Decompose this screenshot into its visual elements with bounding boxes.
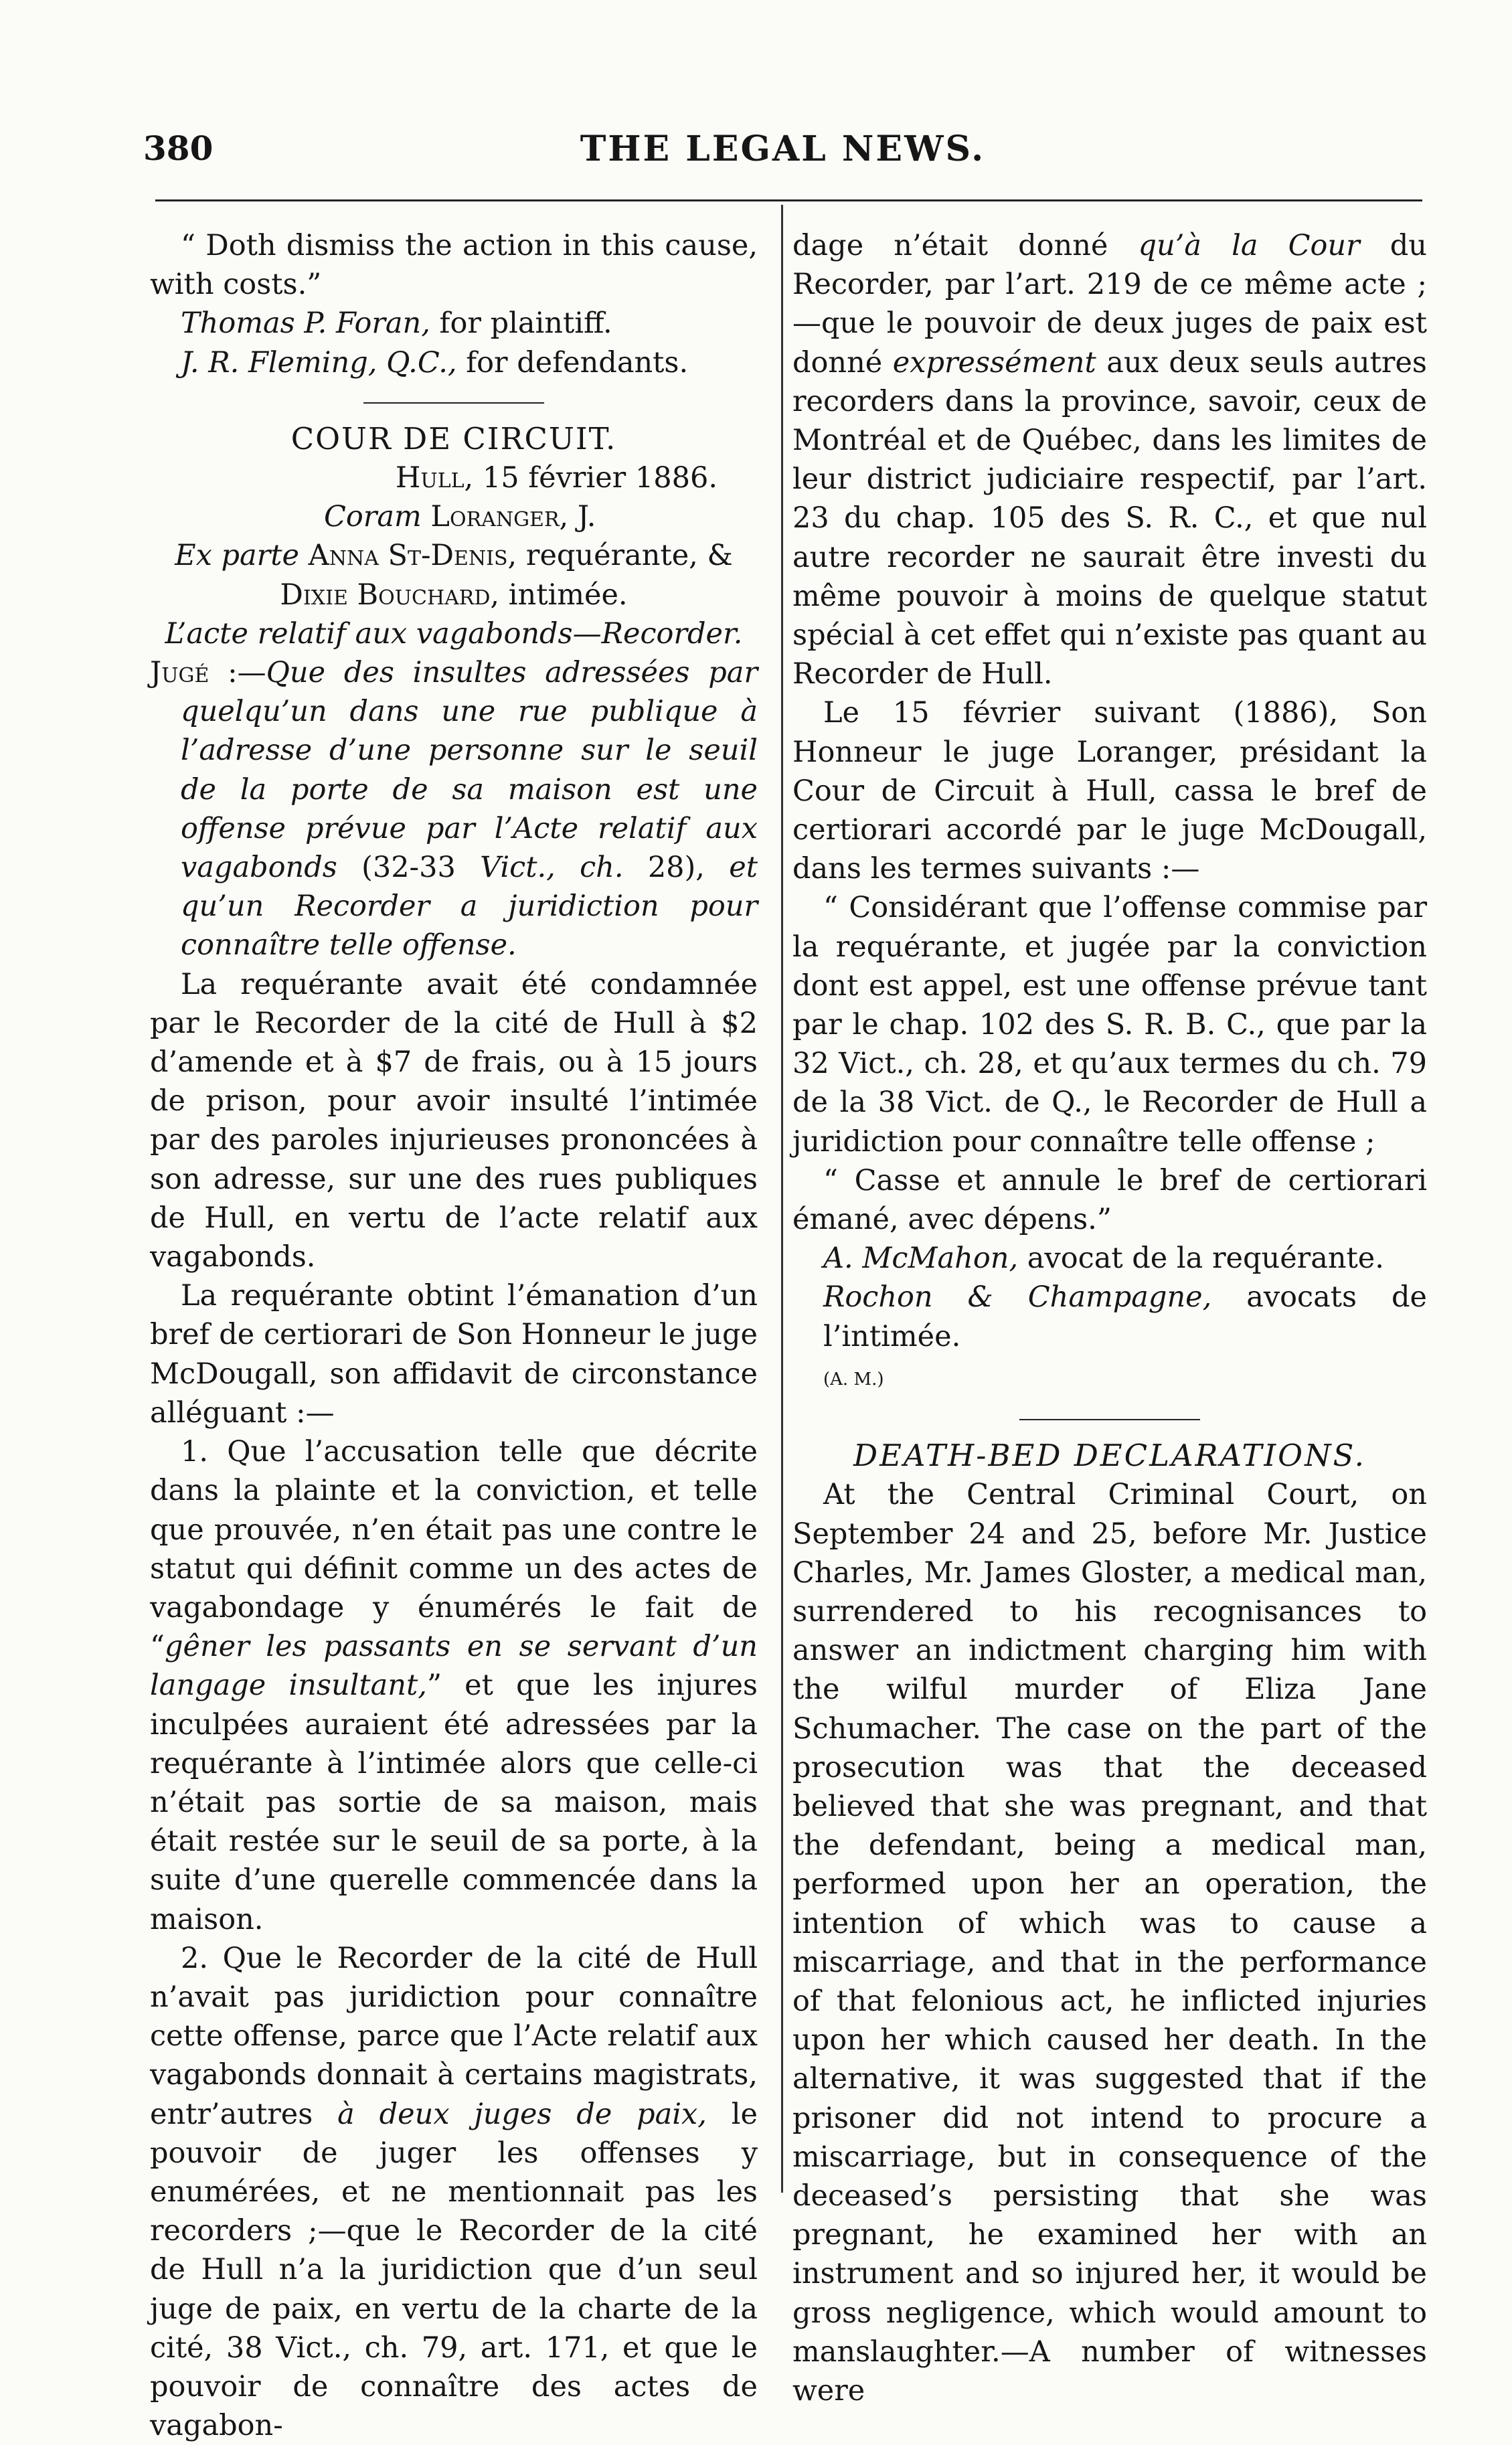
paragraph: [150, 1939, 758, 2445]
reporter-text: (A. M.): [823, 1369, 884, 1389]
holding-citation: 28),: [623, 851, 730, 885]
counsel-role: avocat de la requérante.: [1018, 1242, 1384, 1276]
headnote: [150, 653, 758, 965]
paragraph: [150, 1432, 758, 1939]
counsel-line: [150, 343, 758, 382]
counsel-name: J. R. Fleming, Q.C.,: [181, 345, 457, 380]
parties-line: [150, 536, 758, 614]
paragraph: “ Casse et annule le bref de certiorari émané, avec dépens.”: [792, 1163, 1427, 1237]
paragraph: At the Central Criminal Court, on September 24 and 25, before Mr. Justice Charles, Mr. James Gloster, a medical man, surrendered to his recognisances to answer an indictment charging him with the wilful murder of Eliza Jane Schumacher. The case on the part of the prosecution was that the deceased believed that she was pregnant, and that the defendant, being a medical man, performed upon her an operation, the intention of which was to cause a miscarriage, and that in the performance of that felonious act, he inflicted injuries upon her which caused her death. In the alternative, it was suggested that if the prisoner did not intend to procure a miscarriage, but in consequence of the deceased’s persisting that she was pregnant, he examined her with an instrument and so injured her, it would be gross negligence, which would amount to manslaughter.—A number of witnesses were: [792, 1478, 1427, 2408]
counsel-line: [150, 304, 758, 343]
court-title: COUR DE CIRCUIT.: [290, 420, 617, 456]
text: le pouvoir de juger les offenses y enumérées, et ne mentionnait pas les recorders ;—que le Recorder de la cité de Hull n’a la juridiction que d’un seul juge de paix, en vertu de la charte de la cité, 38 Vict., ch. 79, art. 171, et que le pouvoir de connaître des actes de vagabon-: [150, 2097, 758, 2443]
section-rule: [1019, 1419, 1200, 1420]
holding-text: Que des insultes adressées par quelqu’un dans une rue publique à l’adresse d’une personne sur le seuil de la porte de sa maison est une offense prévue par l’Acte relatif aux vagabonds: [181, 656, 758, 885]
place: Hull,: [395, 461, 474, 495]
reporter-initials: [792, 1356, 1427, 1399]
coram-line: [150, 497, 758, 536]
text: dage n’était donné: [792, 229, 1139, 262]
coram-word: Coram: [324, 500, 422, 534]
party-name: Anna St-Denis,: [299, 539, 517, 573]
page-number: 380: [143, 129, 214, 168]
header-rule: [155, 199, 1422, 201]
counsel-line: [792, 1239, 1427, 1278]
text: ” et que les injures inculpées auraient été adressées par la requérante à l’intimée alors que celle-ci n’était pas sortie de sa maison, mais était restée sur le seuil de sa porte, à la suite d’une querelle commencée dans la maison.: [150, 1669, 758, 1936]
emphasis-text: expressément: [892, 345, 1096, 380]
left-column: [150, 226, 758, 2445]
text: 2. Que le Recorder de la cité de Hull n’avait pas juridiction pour connaître cette offense, parce que l’Acte relatif aux vagabonds donnait à certains magistrats, entr’autres: [150, 1941, 758, 2131]
counsel-role: avocats de l’intimée.: [823, 1280, 1427, 1353]
paragraph: “ Considérant que l’offense commise par la requérante, et jugée par la conviction dont est appel, est une offense prévue tant par le chap. 102 des S. R. B. C., que par la 32 Vict., ch. 28, et qu’aux termes du ch. 79 de la 38 Vict. de Q., le Recorder de Hull a juridiction pour connaître telle offense ;: [792, 891, 1427, 1159]
article-title: DEATH-BED DECLARATIONS.: [853, 1438, 1366, 1474]
holding-text: et qu’un Recorder a juridiction pour connaître telle offense.: [181, 851, 758, 962]
party-role: requérante, &: [517, 539, 733, 573]
journal-title: THE LEGAL NEWS.: [580, 129, 986, 169]
paragraph: “ Doth dismiss the action in this cause, with costs.”: [150, 229, 758, 302]
subject-text: L’acte relatif aux vagabonds—Recorder.: [165, 616, 743, 651]
column-divider: [781, 205, 783, 2193]
coram-judge: Loranger,: [421, 500, 569, 534]
section-rule: [363, 402, 544, 404]
paragraph: La requérante obtint l’émanation d’un bref de certiorari de Son Honneur le juge McDougall, son affidavit de circonstance alléguant :—: [150, 1279, 758, 1430]
counsel-role: for defendants.: [456, 345, 689, 380]
paragraph: La requérante avait été condamnée par le Recorder de la cité de Hull à $2 d’amende et à $7 de frais, ou à 15 jours de prison, pour avoir insulté l’intimée par des paroles injurieuses prononcées à son adresse, sur une des rues publiques de Hull, en vertu de l’acte relatif aux vagabonds.: [150, 967, 758, 1274]
party-role: intimée.: [499, 578, 628, 612]
date: 15 février 1886.: [473, 461, 718, 495]
coram-suffix: J.: [568, 500, 596, 534]
quoted-text: gêner les passants en se servant d’un langage insultant,: [150, 1630, 758, 1703]
place-date: [150, 458, 758, 497]
holding-citation-italic: Vict., ch.: [480, 851, 624, 885]
counsel-name: A. McMahon,: [823, 1242, 1019, 1276]
page-header: [143, 129, 1422, 182]
holding-citation: (32-33: [337, 851, 481, 885]
party-name: Dixie Bouchard,: [280, 578, 500, 612]
juge-label: Jugé :—: [150, 656, 266, 690]
counsel-role: for plaintiff.: [430, 307, 612, 341]
right-column: [792, 226, 1427, 2410]
case-subject: [150, 614, 758, 653]
text: aux deux seuls autres recorders dans la province, savoir, ceux de Montréal et de Québec, dans les limites de leur district judiciaire respectif, par l’art. 23 du chap. 105 des S. R. C., et que nul autre recorder ne saurait être investi du même pouvoir à moins de quelque statut spécial à cet effet qui n’existe pas quant au Recorder de Hull.: [792, 345, 1427, 691]
text: du Recorder, par l’art. 219 de ce même acte ;—que le pouvoir de deux juges de paix est donné: [792, 229, 1428, 380]
paragraph: [792, 226, 1427, 693]
ex-parte: Ex parte: [175, 539, 299, 573]
emphasis-text: à deux juges de paix,: [337, 2097, 707, 2131]
emphasis-text: qu’à la Cour: [1138, 229, 1360, 262]
paragraph: Le 15 février suivant (1886), Son Honneur le juge Loranger, présidant la Cour de Circuit à Hull, cassa le bref de certiorari accordé par le juge McDougall, dans les termes suivants :—: [792, 696, 1427, 886]
counsel-name: Thomas P. Foran,: [181, 307, 430, 341]
counsel-line: [792, 1278, 1427, 1355]
text: 1. Que l’accusation telle que décrite dans la plainte et la conviction, et telle que prouvée, n’en était pas une contre le statut qui définit comme un des actes de vagabondage y énumérés le fait de “: [150, 1435, 758, 1664]
counsel-name: Rochon & Champagne,: [823, 1280, 1212, 1315]
